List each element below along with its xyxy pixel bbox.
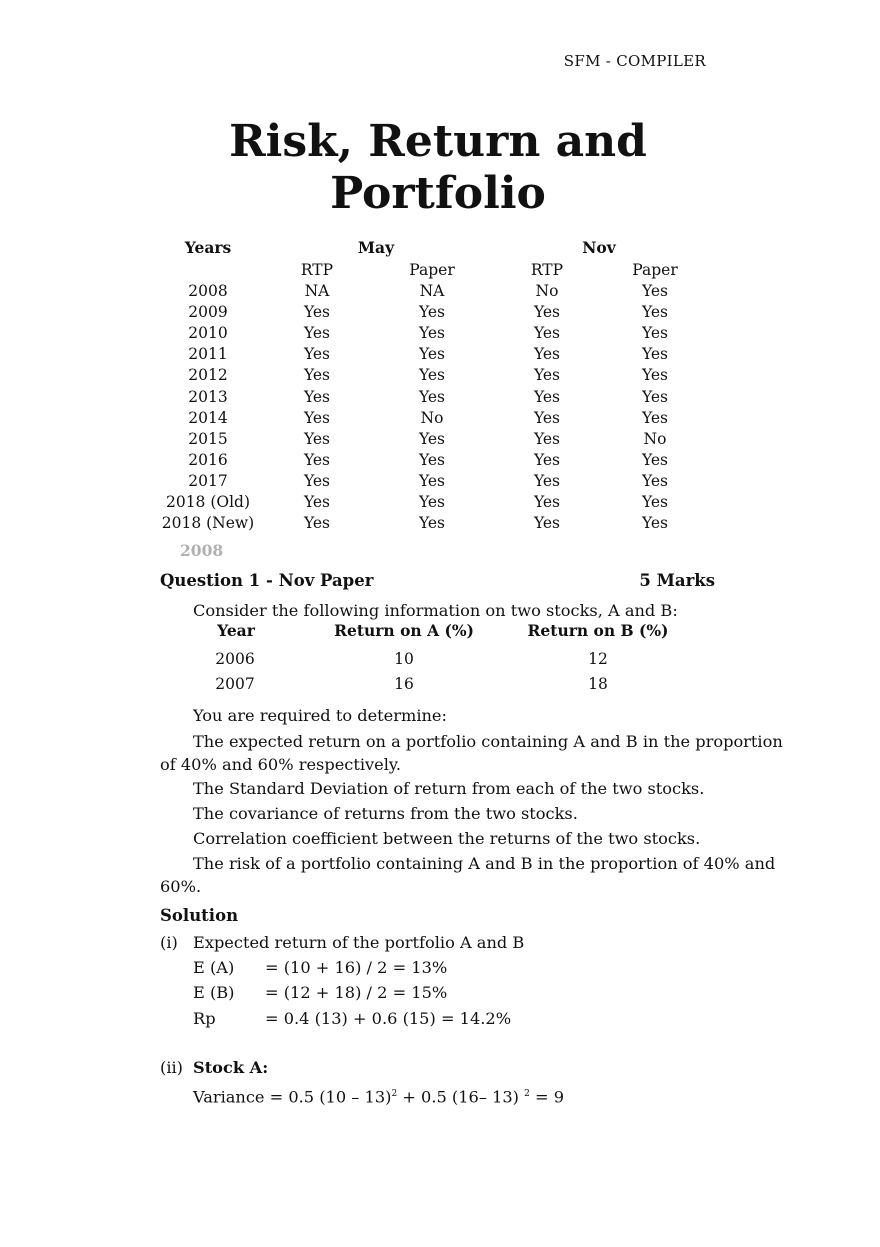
schedule-cell: Yes bbox=[533, 472, 561, 490]
returns-cell: 12 bbox=[588, 650, 608, 668]
returns-cell: 2006 bbox=[215, 650, 255, 668]
schedule-cell: Yes bbox=[533, 366, 561, 384]
question-title: Question 1 - Nov Paper bbox=[160, 571, 374, 590]
variance-part-c: = 9 bbox=[529, 1087, 565, 1107]
schedule-cell: Yes bbox=[303, 472, 331, 490]
schedule-cell: Yes bbox=[418, 345, 446, 363]
returns-cell: 2007 bbox=[215, 675, 255, 693]
schedule-cell: Yes bbox=[418, 324, 446, 342]
returns-header-a: Return on A (%) bbox=[334, 621, 474, 640]
schedule-cell: Yes bbox=[418, 303, 446, 321]
schedule-cell: NA bbox=[419, 282, 445, 300]
schedule-cell: Yes bbox=[418, 514, 446, 532]
sub-header: Paper bbox=[632, 261, 678, 279]
question-intro: Consider the following information on two stocks, A and B: bbox=[193, 601, 678, 620]
schedule-cell: Yes bbox=[533, 324, 561, 342]
returns-header-b: Return on B (%) bbox=[527, 621, 669, 640]
schedule-year: 2010 bbox=[188, 324, 228, 342]
schedule-cell: Yes bbox=[303, 409, 331, 427]
schedule-cell: Yes bbox=[533, 345, 561, 363]
requirement-1: The expected return on a portfolio containing A and B in the proportion bbox=[193, 732, 783, 751]
schedule-cell: Yes bbox=[418, 366, 446, 384]
schedule-cell: Yes bbox=[303, 366, 331, 384]
schedule-cell: Yes bbox=[533, 451, 561, 469]
part-2-title: Stock A: bbox=[193, 1058, 269, 1077]
eq-lhs: E (B) bbox=[193, 983, 235, 1002]
solution-heading: Solution bbox=[160, 906, 239, 925]
eq-lhs: Rp bbox=[193, 1009, 216, 1028]
schedule-cell: Yes bbox=[533, 514, 561, 532]
variance-part-a: Variance = 0.5 (10 – 13) bbox=[193, 1087, 392, 1107]
schedule-cell: No bbox=[643, 430, 667, 448]
schedule-cell: Yes bbox=[533, 303, 561, 321]
schedule-cell: Yes bbox=[641, 472, 669, 490]
schedule-year: 2009 bbox=[188, 303, 228, 321]
requirement-5-cont: 60%. bbox=[160, 877, 202, 896]
eq-rhs: = 0.4 (13) + 0.6 (15) = 14.2% bbox=[265, 1009, 512, 1028]
schedule-cell: Yes bbox=[641, 345, 669, 363]
eq-rhs: = (10 + 16) / 2 = 13% bbox=[265, 958, 448, 977]
sub-header: RTP bbox=[300, 261, 334, 279]
schedule-cell: Yes bbox=[418, 493, 446, 511]
schedule-cell: Yes bbox=[303, 345, 331, 363]
variance-part-b: + 0.5 (16– 13) bbox=[397, 1087, 525, 1107]
chapter-title bbox=[0, 116, 876, 220]
returns-cell: 16 bbox=[394, 675, 414, 693]
requirement-2: The Standard Deviation of return from each of the two stocks. bbox=[193, 779, 705, 798]
question-marks: 5 Marks bbox=[639, 571, 715, 590]
schedule-year: 2016 bbox=[188, 451, 228, 469]
schedule-cell: Yes bbox=[641, 366, 669, 384]
schedule-cell: Yes bbox=[533, 430, 561, 448]
schedule-cell: Yes bbox=[418, 430, 446, 448]
superscript: 2 bbox=[524, 1089, 530, 1099]
schedule-year: 2015 bbox=[188, 430, 228, 448]
col-nov: Nov bbox=[582, 238, 616, 257]
requirement-1-cont: of 40% and 60% respectively. bbox=[160, 755, 402, 774]
schedule-cell: Yes bbox=[533, 493, 561, 511]
schedule-cell: Yes bbox=[641, 388, 669, 406]
schedule-cell: Yes bbox=[641, 451, 669, 469]
col-years: Years bbox=[184, 238, 232, 257]
schedule-cell: Yes bbox=[303, 514, 331, 532]
schedule-year: 2013 bbox=[188, 388, 228, 406]
schedule-year: 2012 bbox=[188, 366, 228, 384]
sub-header: Paper bbox=[409, 261, 455, 279]
schedule-cell: Yes bbox=[303, 430, 331, 448]
schedule-cell: Yes bbox=[533, 388, 561, 406]
schedule-cell: Yes bbox=[641, 493, 669, 511]
schedule-year: 2011 bbox=[188, 345, 228, 363]
schedule-cell: Yes bbox=[641, 324, 669, 342]
running-header: SFM - COMPILER bbox=[563, 52, 706, 70]
schedule-year: 2017 bbox=[188, 472, 228, 490]
title-line-1: Risk, Return and bbox=[229, 116, 647, 167]
schedule-cell: Yes bbox=[641, 303, 669, 321]
schedule-cell: Yes bbox=[303, 303, 331, 321]
schedule-year: 2018 (Old) bbox=[165, 493, 251, 511]
eq-rhs: = (12 + 18) / 2 = 15% bbox=[265, 983, 448, 1002]
section-year: 2008 bbox=[180, 541, 224, 560]
schedule-cell: Yes bbox=[533, 409, 561, 427]
schedule-cell: Yes bbox=[303, 324, 331, 342]
schedule-cell: No bbox=[420, 409, 444, 427]
schedule-cell: Yes bbox=[418, 472, 446, 490]
variance-formula bbox=[193, 1082, 564, 1109]
part-1-title: Expected return of the portfolio A and B bbox=[193, 933, 525, 952]
schedule-cell: Yes bbox=[641, 282, 669, 300]
schedule-cell: Yes bbox=[418, 388, 446, 406]
schedule-cell: Yes bbox=[303, 388, 331, 406]
schedule-cell: Yes bbox=[641, 514, 669, 532]
part-2-number: (ii) bbox=[160, 1058, 183, 1077]
part-1-number: (i) bbox=[160, 933, 178, 952]
requirement-3: The covariance of returns from the two stocks. bbox=[193, 804, 578, 823]
sub-header: RTP bbox=[530, 261, 564, 279]
returns-header-year: Year bbox=[217, 621, 255, 640]
returns-cell: 10 bbox=[394, 650, 414, 668]
schedule-cell: Yes bbox=[641, 409, 669, 427]
schedule-year: 2014 bbox=[188, 409, 228, 427]
title-line-2: Portfolio bbox=[330, 168, 546, 219]
schedule-year: 2018 (New) bbox=[161, 514, 255, 532]
schedule-cell: NA bbox=[304, 282, 330, 300]
required-text: You are required to determine: bbox=[193, 706, 447, 725]
eq-lhs: E (A) bbox=[193, 958, 235, 977]
schedule-year: 2008 bbox=[188, 282, 228, 300]
col-may: May bbox=[357, 238, 395, 257]
requirement-5: The risk of a portfolio containing A and B in the proportion of 40% and bbox=[193, 854, 776, 873]
superscript: 2 bbox=[391, 1089, 398, 1099]
schedule-cell: Yes bbox=[303, 451, 331, 469]
returns-cell: 18 bbox=[588, 675, 608, 693]
schedule-cell: Yes bbox=[303, 493, 331, 511]
requirement-4: Correlation coefficient between the returns of the two stocks. bbox=[193, 829, 701, 848]
schedule-cell: Yes bbox=[418, 451, 446, 469]
schedule-cell: No bbox=[535, 282, 559, 300]
